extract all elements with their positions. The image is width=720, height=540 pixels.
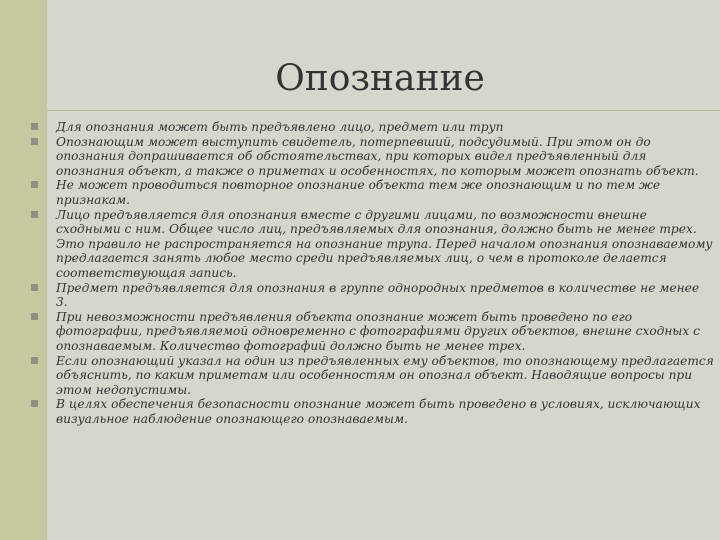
bullet-text: Если опознающий указал на один из предъявленных ему объектов, то опознающему предлагается объяснить, по каким приметам или особенностям он опознал объект. Наводящие вопросы при этом недопустимы. xyxy=(56,353,714,397)
bullet-item xyxy=(0,178,720,207)
square-bullet-icon xyxy=(31,138,38,145)
bullet-item xyxy=(0,281,720,310)
slide-title: Опознание xyxy=(275,58,485,99)
bullet-list xyxy=(0,120,720,426)
square-bullet-icon xyxy=(31,284,38,291)
square-bullet-icon xyxy=(31,123,38,130)
square-bullet-icon xyxy=(31,313,38,320)
bullet-text: При невозможности предъявления объекта опознание может быть проведено по его фотографии, предъявляемой одновременно с фотографиями других объектов, внешне сходных с опознаваемым. Количество фотографий должно быть не менее трех. xyxy=(56,309,700,353)
bullet-item xyxy=(0,310,720,354)
bullet-text: В целях обеспечения безопасности опознание может быть проведено в условиях, исключающих визуальное наблюдение опознающего опознаваемым. xyxy=(56,397,701,426)
bullet-text: Лицо предъявляется для опознания вместе с другими лицами, по возможности внешне сходными с ним. Общее число лиц, предъявляемых для опознания, должно быть не менее трех. Это правило не распространяется на опознание трупа. Перед началом опознания опознаваемому предлагается занять любое место среди предъявляемых лиц, о чем в протоколе делается соответствующая запись. xyxy=(56,207,713,280)
bullet-item xyxy=(0,120,720,135)
bullet-text: Для опознания может быть предъявлено лицо, предмет или труп xyxy=(56,120,504,134)
bullet-item xyxy=(0,354,720,398)
square-bullet-icon xyxy=(31,357,38,364)
bullet-text: Не может проводиться повторное опознание объекта тем же опознающим и по тем же признакам. xyxy=(56,178,661,207)
bullet-item xyxy=(0,397,720,426)
square-bullet-icon xyxy=(31,400,38,407)
bullet-text: Опознающим может выступить свидетель, потерпевший, подсудимый. При этом он до опознания допрашивается об обстоятельствах, при которых видел предъявленный для опознания объект, а также о приметах и особенностях, по которым может опознать объект. xyxy=(56,134,699,178)
bullet-item xyxy=(0,135,720,179)
square-bullet-icon xyxy=(31,211,38,218)
title-divider xyxy=(47,110,720,111)
bullet-text: Предмет предъявляется для опознания в группе однородных предметов в количестве не менее 3. xyxy=(56,280,700,310)
square-bullet-icon xyxy=(31,181,38,188)
bullet-item xyxy=(0,208,720,281)
